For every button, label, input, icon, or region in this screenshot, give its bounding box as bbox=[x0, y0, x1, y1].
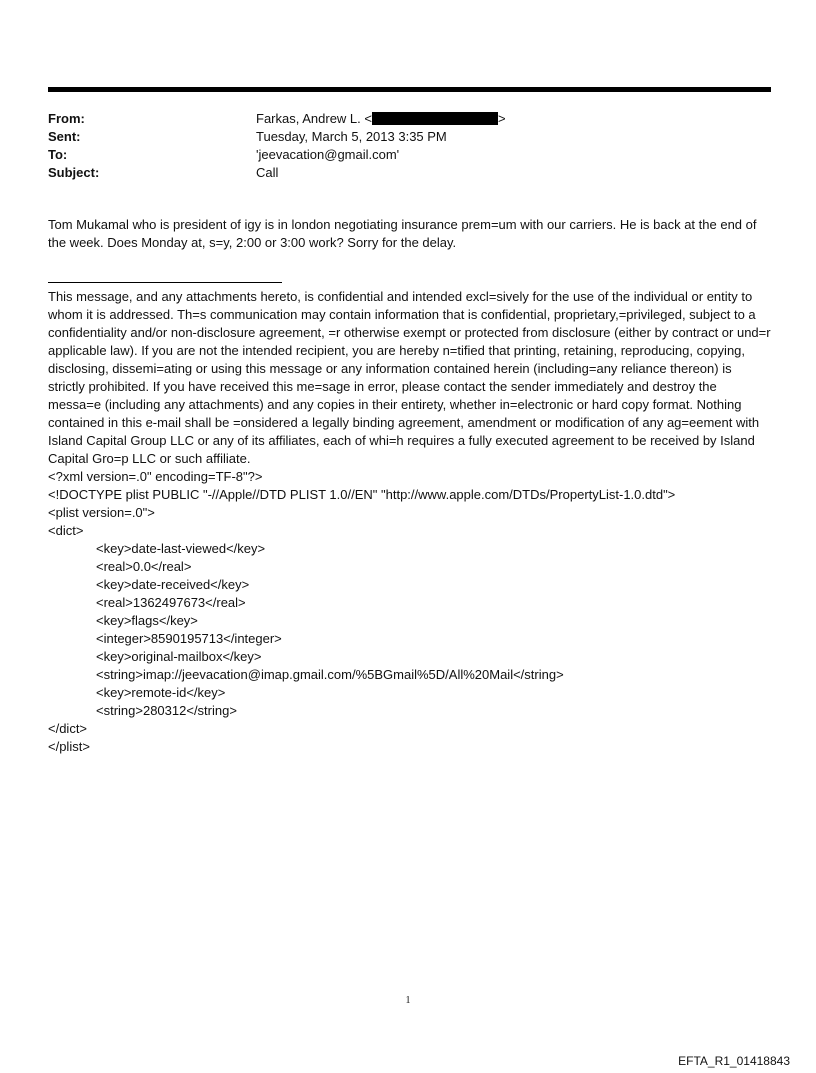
xml-line: <key>original-mailbox</key> bbox=[96, 649, 262, 664]
from-row bbox=[48, 110, 771, 128]
xml-line: <real>0.0</real> bbox=[96, 559, 192, 574]
subject-value: Call bbox=[256, 165, 279, 180]
redaction-block bbox=[372, 112, 498, 125]
page-number: 1 bbox=[405, 995, 411, 1006]
xml-line: <!DOCTYPE plist PUBLIC "-//Apple//DTD PLIST 1.0//EN" "http://www.apple.com/DTDs/PropertyList-1.0.dtd"> bbox=[48, 487, 676, 502]
xml-line: </dict> bbox=[48, 721, 88, 736]
xml-line: <plist version=.0"> bbox=[48, 505, 155, 520]
from-value bbox=[256, 110, 506, 128]
to-label: To: bbox=[48, 147, 68, 162]
from-name: Farkas, Andrew L. < bbox=[256, 111, 372, 126]
plist-xml-block bbox=[48, 468, 771, 756]
xml-line: <string>imap://jeevacation@imap.gmail.com/%5BGmail%5D/All%20Mail</string> bbox=[96, 667, 564, 682]
confidentiality-disclaimer: This message, and any attachments hereto, is confidential and intended excl=sively for the use of the individual or entity to whom it is addressed. Th=s communication may contain information that is confidential, proprietary,=privileged, subject to a confidentiality and/or non-disclosure agreement, =r otherwise exempt or protected from disclosure (either by contract or und=r applicable law). If you are not the intended recipient, you are hereby n=tified that printing, retaining, reproducing, copying, disclosing, dissemi=ating or using this message or any information contained herein (including=any reliance thereon) is strictly prohibited. If you have received this me=sage in error, please contact the sender immediately and destroy the messa=e (including any attachments) and any copies in their entirety, whether in=electronic or hard copy format. Nothing contained in this e-mail shall be =onsidered a legally binding agreement, amendment or modification of any ag=eement with Island Capital Group LLC or any of its affiliates, each of whi=h requires a fully executed agreement to be received by Island Capital Gro=p LLC or such affiliate. bbox=[48, 289, 771, 466]
subject-label: Subject: bbox=[48, 165, 100, 180]
xml-line: <real>1362497673</real> bbox=[96, 595, 246, 610]
xml-line: <integer>8590195713</integer> bbox=[96, 631, 282, 646]
from-label: From: bbox=[48, 111, 85, 126]
subject-row bbox=[48, 164, 771, 182]
sent-value: Tuesday, March 5, 2013 3:35 PM bbox=[256, 129, 447, 144]
sent-row bbox=[48, 128, 771, 146]
xml-line: <key>flags</key> bbox=[96, 613, 198, 628]
from-close: > bbox=[497, 111, 506, 126]
to-value: 'jeevacation@gmail.com' bbox=[256, 147, 400, 162]
sent-label: Sent: bbox=[48, 129, 81, 144]
xml-line: <string>280312</string> bbox=[96, 703, 237, 718]
header-top-rule bbox=[48, 87, 771, 92]
xml-line: <key>date-received</key> bbox=[96, 577, 250, 592]
document-id: EFTA_R1_01418843 bbox=[678, 1054, 790, 1068]
xml-line: <key>date-last-viewed</key> bbox=[96, 541, 266, 556]
to-row bbox=[48, 146, 771, 164]
xml-line: <key>remote-id</key> bbox=[96, 685, 226, 700]
signature-divider bbox=[48, 282, 282, 283]
xml-line: </plist> bbox=[48, 739, 90, 754]
email-header bbox=[48, 110, 771, 182]
xml-line: <?xml version=.0" encoding=TF-8"?> bbox=[48, 469, 263, 484]
message-body: Tom Mukamal who is president of igy is in london negotiating insurance prem=um with our carriers. He is back at the end of the week. Does Monday at, s=y, 2:00 or 3:00 work? Sorry for the delay. bbox=[48, 217, 757, 250]
xml-line: <dict> bbox=[48, 523, 84, 538]
